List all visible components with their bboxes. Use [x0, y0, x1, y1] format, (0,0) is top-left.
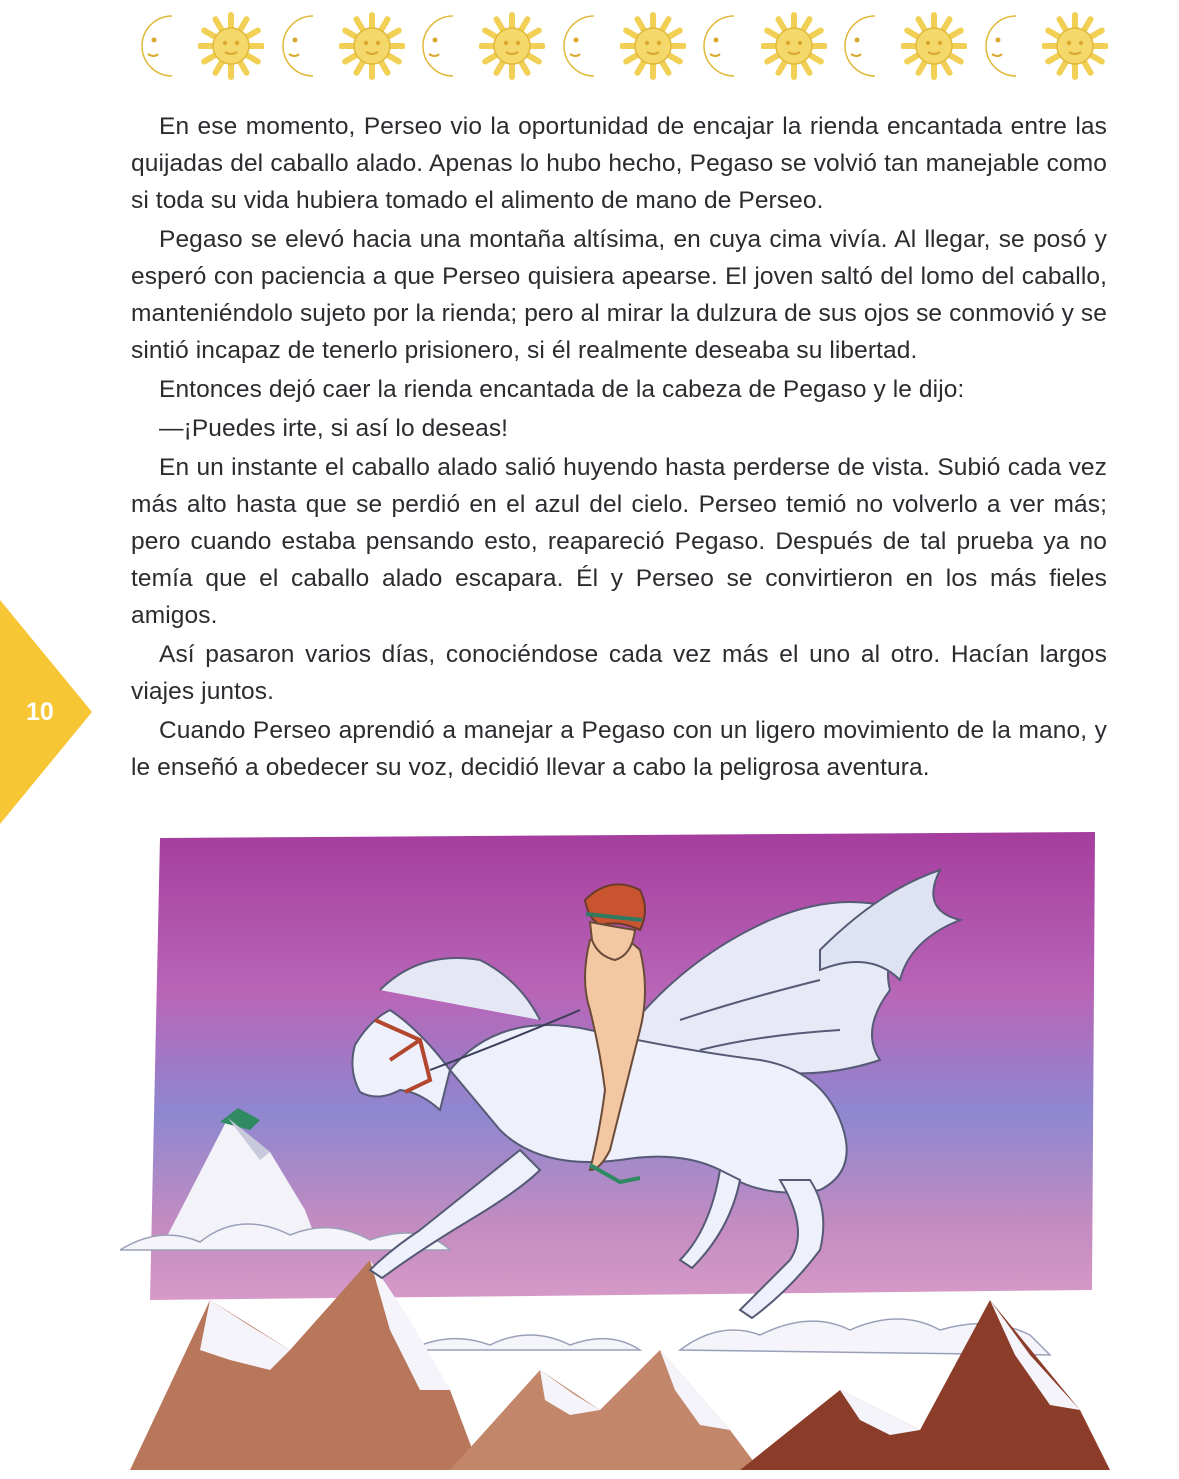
moon-icon — [550, 10, 616, 87]
pegasus-illustration — [120, 830, 1110, 1470]
moon-icon — [972, 10, 1038, 87]
moon-icon — [831, 10, 897, 87]
page-number: 10 — [26, 698, 54, 726]
story-text — [131, 108, 1107, 788]
paragraph: En ese momento, Perseo vio la oportunidad de encajar la rienda encantada entre las quijadas del caballo alado. Apenas lo hubo hecho, Pegaso se volvió tan manejable como si toda su vida hubiera tomado el alimento de mano de Perseo. — [131, 113, 1107, 214]
paragraph: En un instante el caballo alado salió huyendo hasta perderse de vista. Subió cada vez más alto hasta que se perdió en el azul del cielo. Perseo temió no volverlo a ver más; pero cuando estaba pensando esto, reapareció Pegaso. Después de tal prueba ya no temía que el caballo alado escapara. Él y Perseo se convirtieron en los más fieles amigos. — [131, 454, 1107, 629]
moon-icon — [269, 10, 335, 87]
moon-icon — [690, 10, 756, 87]
sun-icon — [620, 10, 686, 87]
sun-icon — [339, 10, 405, 87]
paragraph: Pegaso se elevó hacia una montaña altísima, en cuya cima vivía. Al llegar, se posó y esperó con paciencia a que Perseo quisiera apearse. El joven saltó del lomo del caballo, manteniéndolo sujeto por la rienda; pero al mirar la dulzura de sus ojos se conmovió y se sintió incapaz de tenerlo prisionero, si él realmente deseaba su libertad. — [131, 226, 1107, 364]
sun-icon — [1042, 10, 1108, 87]
moon-icon — [128, 10, 194, 87]
paragraph: Cuando Perseo aprendió a manejar a Pegaso con un ligero movimiento de la mano, y le enseñó a obedecer su voz, decidió llevar a cabo la peligrosa aventura. — [131, 717, 1107, 781]
sun-icon — [761, 10, 827, 87]
moon-icon — [409, 10, 475, 87]
sun-icon — [198, 10, 264, 87]
paragraph: Entonces dejó caer la rienda encantada de la cabeza de Pegaso y le dijo: — [159, 376, 965, 403]
sun-icon — [901, 10, 967, 87]
decorative-border — [128, 10, 1108, 86]
paragraph: Así pasaron varios días, conociéndose cada vez más el uno al otro. Hacían largos viajes juntos. — [131, 641, 1107, 705]
page-number-tab — [0, 600, 92, 824]
paragraph: —¡Puedes irte, si así lo deseas! — [159, 415, 509, 442]
illustration-canvas — [120, 830, 1110, 1470]
sun-icon — [479, 10, 545, 87]
